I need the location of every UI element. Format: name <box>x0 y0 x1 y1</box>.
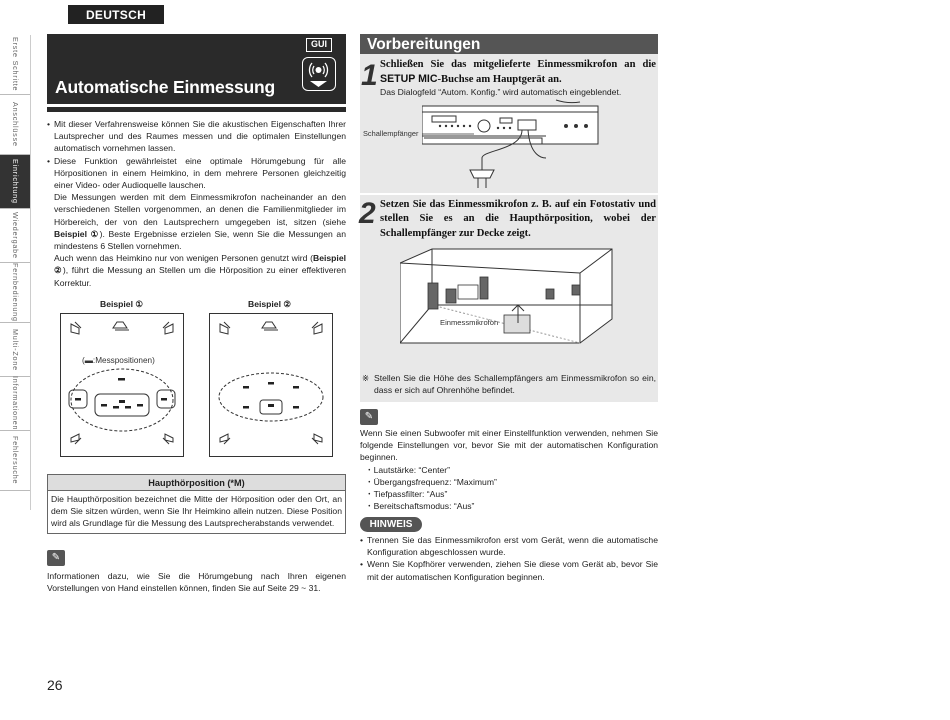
side-nav-erste-schritte[interactable] <box>0 35 30 95</box>
list-item: • Wenn Sie Kopfhörer verwenden, ziehen Sie diese vom Gerät ab, bevor Sie mit der automatischen Konfiguration beginnen. <box>360 559 658 582</box>
example-2-label: Beispiel ② <box>248 299 292 309</box>
side-nav-wiedergabe[interactable] <box>0 209 30 263</box>
room-diagram-1 <box>61 314 183 456</box>
side-nav-anschluesse[interactable] <box>0 95 30 155</box>
mic-label: Einmessmikrofon <box>440 318 499 327</box>
hinweis-list <box>360 534 658 583</box>
step-1-number: 1 <box>361 59 378 92</box>
list-item: ・Tiefpassfilter: “Aus” <box>365 489 448 500</box>
intro-bullet-2: • Diese Funktion gewährleistet eine optimale Hörumgebung für alle Hörpositionen in einem Heimkino, in dem mehrere Personen gleichzeitig einer Video- oder Audioquelle lauschen. <box>47 155 346 191</box>
gui-badge: GUI <box>306 38 332 52</box>
side-nav-label: Multi-Zone <box>11 328 21 371</box>
side-nav-label: Einrichtung <box>11 159 21 204</box>
star-note: ※ Stellen Sie die Höhe des Schallempfängers am Einmessmikrofon so ein, dass er sich auf Ohrenhöhe befindet. <box>362 373 656 396</box>
note-icon: ✎ <box>47 550 65 566</box>
side-nav-fernbedienung[interactable] <box>0 263 30 323</box>
main-listening-position-box <box>47 474 346 534</box>
side-nav-einrichtung[interactable] <box>0 155 30 209</box>
section-title-block <box>47 34 346 104</box>
step-2-number: 2 <box>359 197 376 230</box>
preparations-header: Vorbereitungen <box>360 34 658 54</box>
side-nav-label: Fehlersuche <box>11 436 21 485</box>
sound-receiver-label: Schallempfänger <box>363 129 419 138</box>
side-nav-label: Fernbedienung <box>11 263 21 322</box>
side-nav-label: Informationen <box>11 376 21 431</box>
step-1-text: Schließen Sie das mitgelieferte Einmessmikrofon an die SETUP MIC-Buchse am Hauptgerät an. <box>380 59 656 86</box>
intro-paragraph-1: Die Messungen werden mit dem Einmessmikrofon nacheinander an den verschiedenen Stellen vorgenommen, an denen die Familienmitglieder im Hörbereich, der von den Lautsprechern umgegeben ist, sitzen (siehe Beispiel ①). Beste Ergebnisse erzielen Sie, wenn Sie die Messungen an mindestens 6 Stellen vornehmen. <box>54 192 346 252</box>
subwoofer-note <box>360 427 658 512</box>
side-navigation <box>0 35 30 491</box>
example-1-label: Beispiel ① <box>100 299 144 309</box>
receiver-illustration <box>422 98 602 190</box>
list-item: ・Lautstärke: “Center” <box>365 464 451 475</box>
side-nav-informationen[interactable] <box>0 377 30 431</box>
subwoofer-settings-list <box>360 464 658 513</box>
example-1-diagram <box>60 313 184 457</box>
example-2-diagram <box>209 313 333 457</box>
side-nav-label: Erste Schritte <box>11 37 21 92</box>
side-nav-label: Anschlüsse <box>11 102 21 147</box>
language-tab: DEUTSCH <box>68 5 164 24</box>
list-item: ・Bereitschaftsmodus: “Aus” <box>365 501 475 512</box>
side-nav-fehlersuche[interactable] <box>0 431 30 491</box>
main-position-text: Die Haupthörposition bezeichnet die Mitte der Hörposition oder den Ort, an dem Sie sitzen würden, wenn Sie Ihr Heimkino allein nutzen. Diese Position wird als Grundlage für die Messung des Lautsprecherabstands verwendet. <box>51 494 342 529</box>
intro-paragraph-2: Auch wenn das Heimkino nur von wenigen Personen genutzt wird (Beispiel ②), führt die Messung an Stellen um die Hörposition zu einer effektiveren Korrektur. <box>54 253 346 288</box>
note-left-text: Informationen dazu, wie Sie die Hörumgebung nach Ihren eigenen Vorstellungen von Hand einstellen können, finden Sie auf Seite 29 ~ 31. <box>47 571 346 594</box>
side-divider <box>30 35 31 510</box>
intro-bullet-1: • Mit dieser Verfahrensweise können Sie die akustischen Eigenschaften Ihrer Lautsprecher und des Raumes messen und die optimalen Einstellungen automatisch vornehmen lassen. <box>47 119 346 154</box>
page-title: Automatische Einmessung <box>55 77 276 98</box>
list-item: ・Übergangsfrequenz: “Maximum” <box>365 476 497 487</box>
step-divider <box>360 193 658 195</box>
title-rule <box>47 107 346 112</box>
step-1-subtext: Das Dialogfeld “Autom. Konfig.” wird automatisch eingeblendet. <box>380 87 622 97</box>
hinweis-badge: HINWEIS <box>360 517 422 532</box>
subwoofer-note-text: Wenn Sie einen Subwoofer mit einer Einstellfunktion verwenden, nehmen Sie folgende Einstellungen vor, bevor Sie mit der automatischen Konfiguration beginnen. <box>360 428 658 463</box>
page-number: 26 <box>47 677 63 693</box>
side-nav-multi-zone[interactable] <box>0 323 30 377</box>
list-item: • Trennen Sie das Einmessmikrofon erst vom Gerät, wenn die automatische Konfiguration abgeschlossen wurde. <box>360 535 658 558</box>
step-2-text: Setzen Sie das Einmessmikrofon z. B. auf ein Fotostativ und stellen Sie es an die Haupthörposition, wobei der Schallempfänger zur Decke zeigt. <box>380 199 656 239</box>
room-illustration <box>400 245 614 363</box>
microphone-icon <box>302 57 336 91</box>
room-diagram-2 <box>210 314 332 456</box>
note-icon: ✎ <box>360 409 378 425</box>
intro-text <box>47 118 346 289</box>
measurement-positions-legend: (▬:Messpositionen) <box>82 356 155 365</box>
main-position-header: Haupthörposition (*M) <box>48 475 345 491</box>
side-nav-label: Wiedergabe <box>11 212 21 259</box>
